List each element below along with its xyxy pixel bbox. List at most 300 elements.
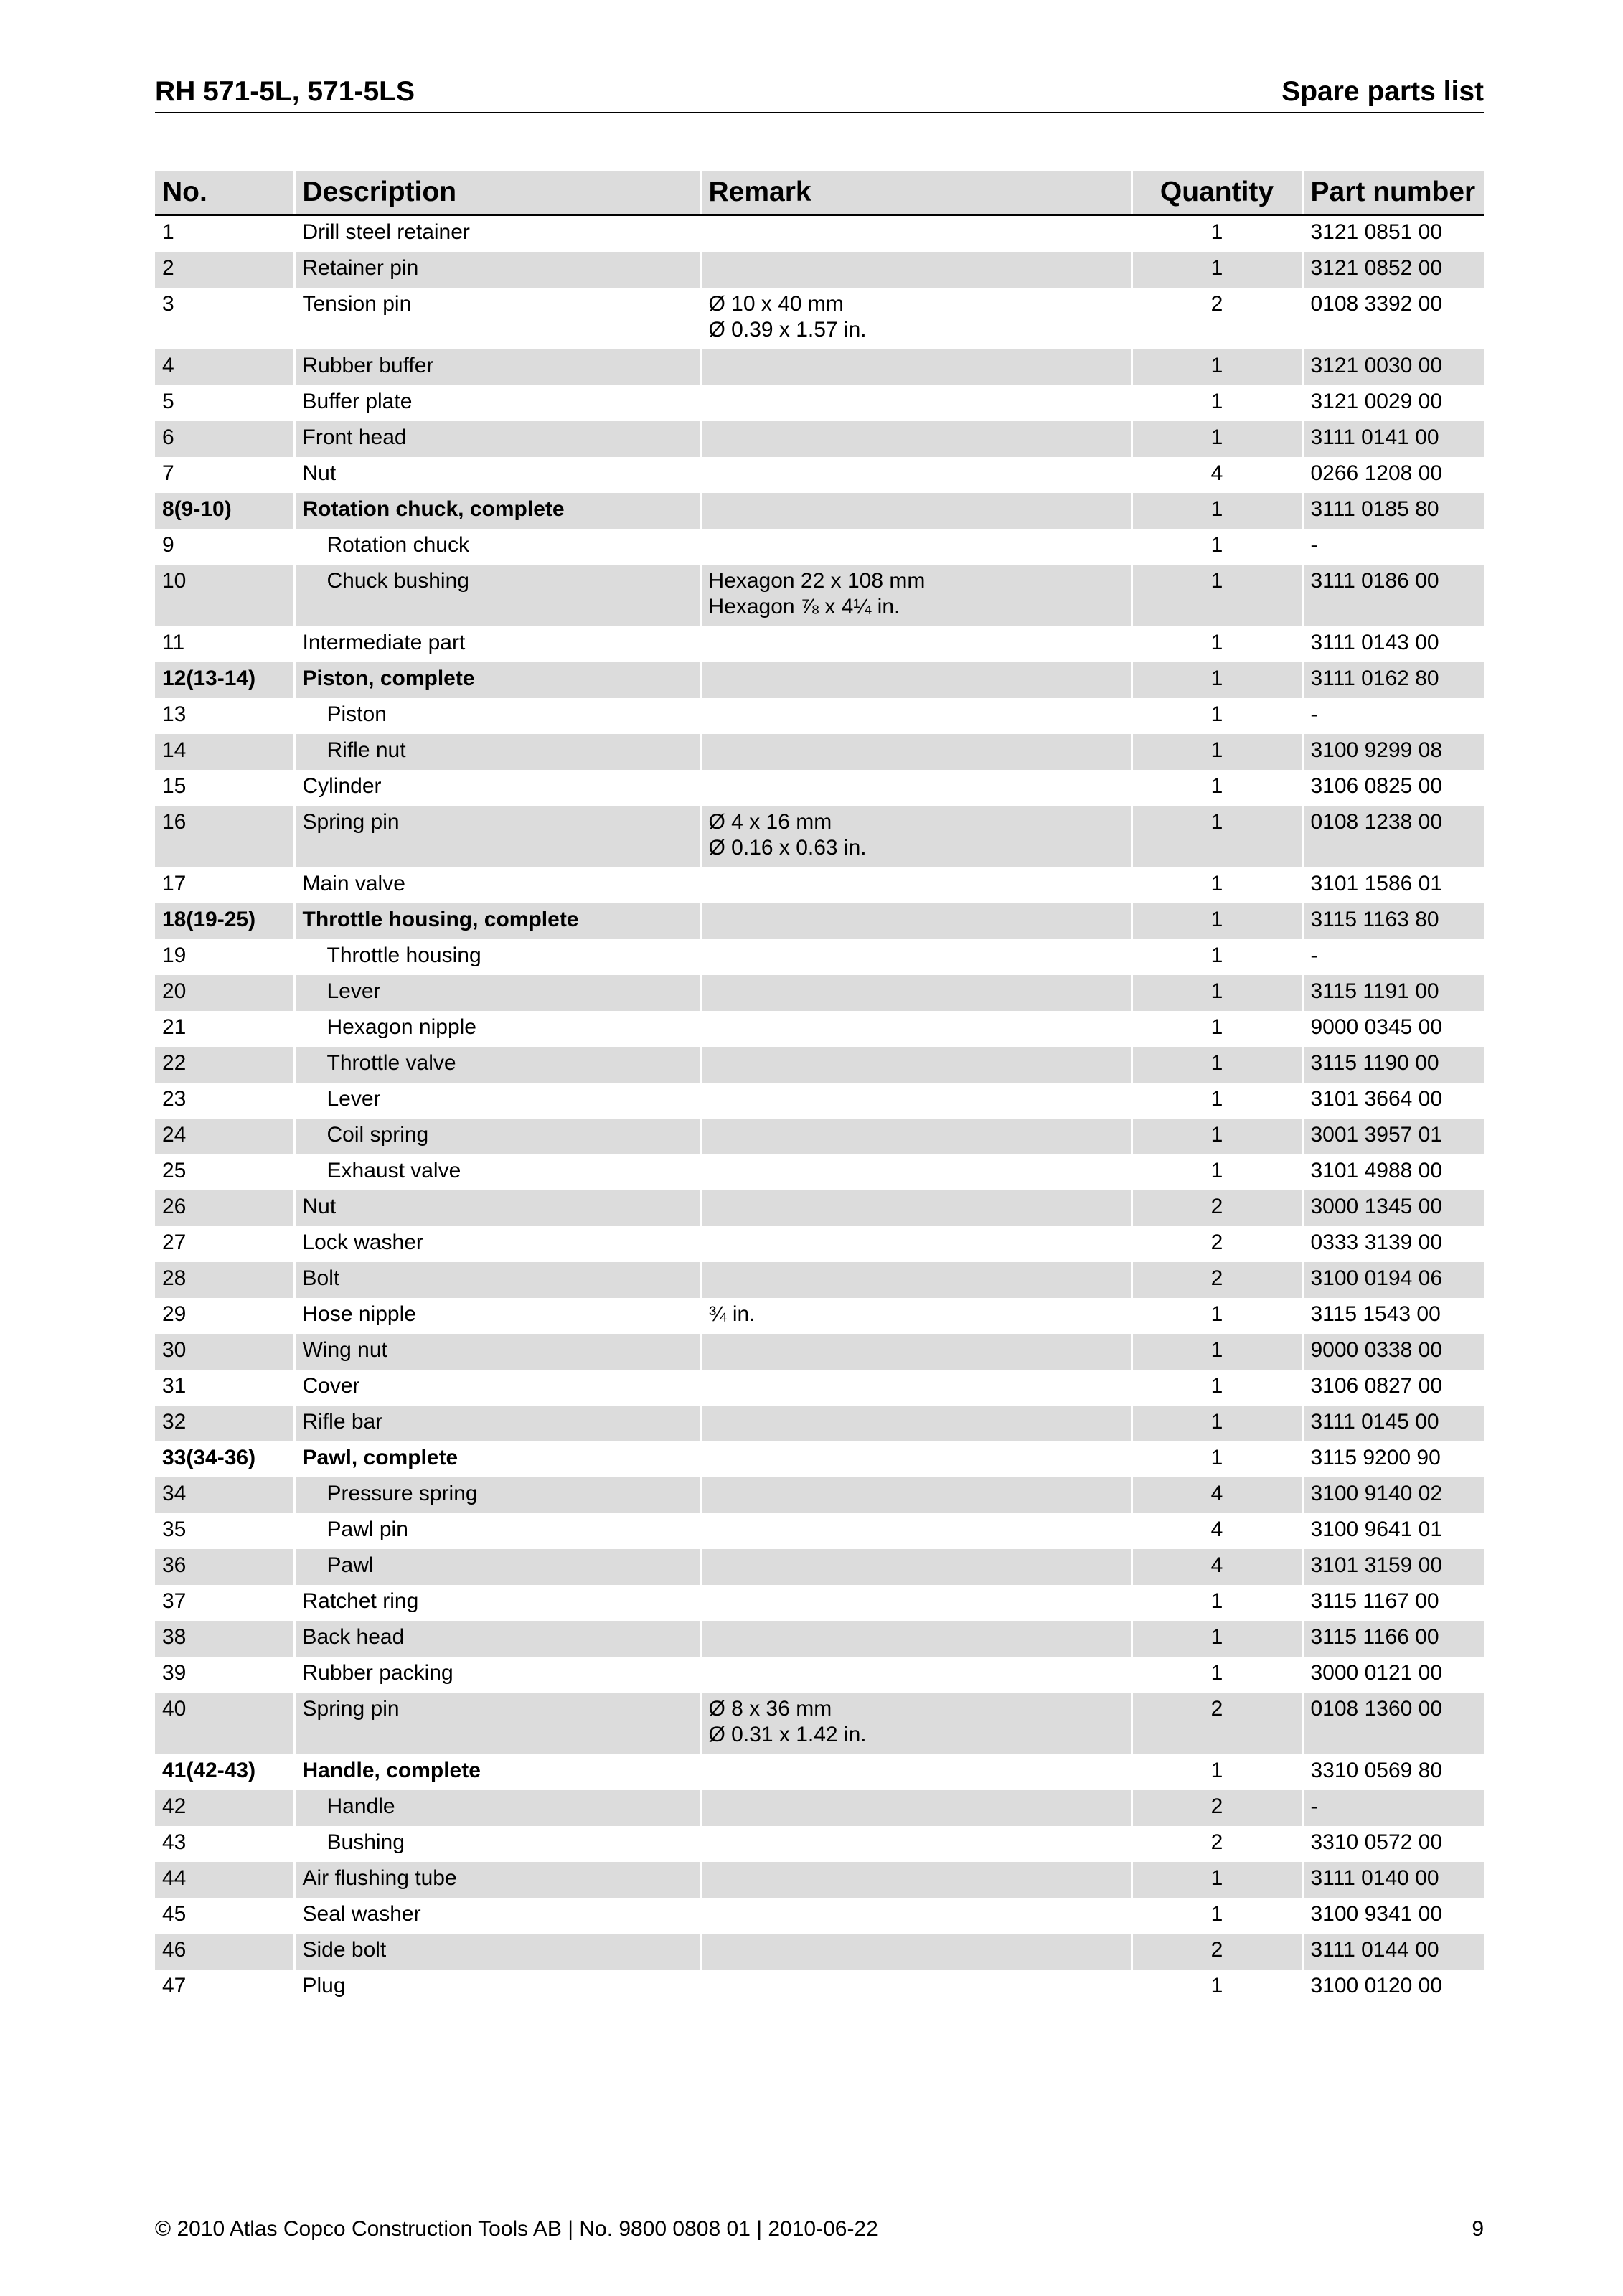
item-quantity: 1 <box>1132 493 1302 529</box>
item-part-number: 3121 0851 00 <box>1310 220 1443 244</box>
table-row <box>155 349 1484 385</box>
item-quantity: 4 <box>1132 1549 1302 1585</box>
item-part-number: 3111 0140 00 <box>1302 1862 1484 1898</box>
item-part-number: 3111 0144 00 <box>1302 1934 1484 1970</box>
item-remark <box>700 770 1132 806</box>
table-row <box>155 1754 1484 1790</box>
item-quantity: 1 <box>1132 734 1302 770</box>
item-remark <box>700 1934 1132 1970</box>
table-row <box>155 903 1484 939</box>
table-row <box>155 734 1484 770</box>
item-description: Ratchet ring <box>294 1585 700 1621</box>
item-remark <box>700 349 1132 385</box>
item-part-number: 3100 0194 06 <box>1302 1262 1484 1298</box>
item-quantity: 4 <box>1132 457 1302 493</box>
item-part-number: 3111 0141 00 <box>1302 421 1484 457</box>
item-remark <box>700 1790 1132 1826</box>
table-row <box>155 1790 1484 1826</box>
item-remark <box>700 529 1132 565</box>
item-description: Intermediate part <box>294 626 700 662</box>
item-quantity: 1 <box>1132 1047 1302 1083</box>
item-number: 46 <box>155 1934 294 1970</box>
item-remark <box>700 1083 1132 1119</box>
item-remark <box>700 565 1132 626</box>
section-title: Spare parts list <box>1281 76 1484 107</box>
item-remark <box>700 662 1132 698</box>
item-part-number: 9000 0345 00 <box>1310 1015 1443 1039</box>
table-row <box>155 939 1484 975</box>
table-row <box>155 1585 1484 1621</box>
item-remark <box>700 1657 1132 1693</box>
item-description: Chuck bushing <box>294 565 700 626</box>
item-quantity: 2 <box>1132 1190 1302 1226</box>
item-part-number: 3100 9341 00 <box>1310 1902 1443 1926</box>
item-description: Seal washer <box>294 1898 700 1934</box>
item-remark <box>700 734 1132 770</box>
item-description: Side bolt <box>294 1934 700 1970</box>
item-number: 25 <box>155 1154 294 1190</box>
item-description: Drill steel retainer <box>294 215 700 253</box>
item-description: Back head <box>294 1621 700 1657</box>
item-part-number: 3101 4988 00 <box>1310 1159 1443 1182</box>
table-row <box>155 1298 1484 1334</box>
item-description: Exhaust valve <box>294 1154 700 1190</box>
item-quantity: 1 <box>1132 903 1302 939</box>
table-row <box>155 1370 1484 1406</box>
item-part-number: 0333 3139 00 <box>1310 1231 1443 1254</box>
item-number: 5 <box>155 385 294 421</box>
table-row <box>155 1047 1484 1083</box>
item-description: Buffer plate <box>294 385 700 421</box>
spare-parts-table <box>155 171 1484 2005</box>
table-row <box>155 662 1484 698</box>
item-remark <box>700 939 1132 975</box>
item-description: Piston, complete <box>294 662 700 698</box>
item-number: 18(19-25) <box>155 903 294 939</box>
item-description: Coil spring <box>294 1119 700 1154</box>
item-number: 8(9-10) <box>155 493 294 529</box>
item-remark <box>700 493 1132 529</box>
item-remark <box>700 1047 1132 1083</box>
table-row <box>155 1898 1484 1934</box>
table-row <box>155 385 1484 421</box>
item-part-number: 3310 0572 00 <box>1310 1830 1443 1854</box>
item-description: Bolt <box>294 1262 700 1298</box>
item-remark <box>700 1826 1132 1862</box>
item-number: 45 <box>155 1898 294 1934</box>
item-part-number: - <box>1302 1790 1484 1826</box>
item-description: Main valve <box>294 867 700 903</box>
item-remark <box>700 252 1132 288</box>
item-description: Rifle bar <box>294 1406 700 1441</box>
item-quantity: 1 <box>1132 1154 1302 1190</box>
item-number: 43 <box>155 1826 294 1862</box>
item-number: 21 <box>155 1011 294 1047</box>
item-remark <box>700 1406 1132 1441</box>
item-number: 3 <box>155 288 294 349</box>
item-part-number: 3111 0185 80 <box>1302 493 1484 529</box>
table-body <box>155 215 1484 2006</box>
item-number: 26 <box>155 1190 294 1226</box>
item-quantity: 2 <box>1132 1934 1302 1970</box>
page-number: 9 <box>1472 2217 1484 2241</box>
item-part-number: 3115 1166 00 <box>1302 1621 1484 1657</box>
item-part-number: 3100 9641 01 <box>1310 1518 1443 1541</box>
remark-line: Ø 0.31 x 1.42 in. <box>708 1723 867 1746</box>
item-quantity: 1 <box>1132 1298 1302 1334</box>
item-quantity: 1 <box>1132 1119 1302 1154</box>
item-part-number: 3111 0162 80 <box>1302 662 1484 698</box>
item-number: 2 <box>155 252 294 288</box>
item-number: 22 <box>155 1047 294 1083</box>
item-quantity: 1 <box>1132 770 1302 806</box>
item-number: 9 <box>155 529 294 565</box>
item-quantity: 1 <box>1132 1370 1302 1406</box>
item-quantity: 2 <box>1132 1790 1302 1826</box>
item-quantity: 1 <box>1132 1334 1302 1370</box>
item-quantity: 1 <box>1132 529 1302 565</box>
item-description: Nut <box>294 457 700 493</box>
item-quantity: 1 <box>1132 867 1302 903</box>
item-remark <box>700 1970 1132 2005</box>
item-quantity: 1 <box>1132 1083 1302 1119</box>
item-quantity: 2 <box>1132 1693 1302 1754</box>
item-remark <box>700 867 1132 903</box>
column-header-remark: Remark <box>700 171 1132 215</box>
column-header-description: Description <box>294 171 700 215</box>
table-row <box>155 1693 1484 1754</box>
item-remark <box>700 1190 1132 1226</box>
table-row <box>155 1657 1484 1693</box>
item-number: 40 <box>155 1693 294 1754</box>
remark-line: Ø 0.16 x 0.63 in. <box>708 836 867 860</box>
item-remark <box>700 1262 1132 1298</box>
item-quantity: 1 <box>1132 1011 1302 1047</box>
item-number: 14 <box>155 734 294 770</box>
item-number: 44 <box>155 1862 294 1898</box>
item-part-number: 3100 0120 00 <box>1310 1974 1443 1998</box>
table-row <box>155 975 1484 1011</box>
item-remark <box>700 1226 1132 1262</box>
item-remark <box>700 421 1132 457</box>
item-number: 4 <box>155 349 294 385</box>
item-number: 1 <box>155 215 294 253</box>
item-description: Bushing <box>294 1826 700 1862</box>
item-quantity: 1 <box>1132 1862 1302 1898</box>
item-part-number: 3100 9299 08 <box>1302 734 1484 770</box>
item-description: Pressure spring <box>294 1477 700 1513</box>
item-part-number: 9000 0338 00 <box>1302 1334 1484 1370</box>
item-description: Hose nipple <box>294 1298 700 1334</box>
item-part-number: 0108 1238 00 <box>1302 806 1484 867</box>
table-row <box>155 1119 1484 1154</box>
document-model-title: RH 571-5L, 571-5LS <box>155 76 415 107</box>
item-remark <box>700 1585 1132 1621</box>
table-row <box>155 493 1484 529</box>
item-remark <box>700 1754 1132 1790</box>
item-description: Lock washer <box>294 1226 700 1262</box>
copyright-text: © 2010 Atlas Copco Construction Tools AB | No. 9800 0808 01 | 2010-06-22 <box>155 2217 878 2241</box>
item-number: 39 <box>155 1657 294 1693</box>
table-row <box>155 1083 1484 1119</box>
item-number: 31 <box>155 1370 294 1406</box>
item-part-number: 3111 0143 00 <box>1310 631 1439 654</box>
item-quantity: 1 <box>1132 1970 1302 2005</box>
item-number: 16 <box>155 806 294 867</box>
item-part-number: 3121 0852 00 <box>1302 252 1484 288</box>
item-part-number: - <box>1310 533 1318 557</box>
table-row <box>155 1262 1484 1298</box>
item-number: 29 <box>155 1298 294 1334</box>
item-quantity: 1 <box>1132 1898 1302 1934</box>
remark-line: Ø 0.39 x 1.57 in. <box>708 318 867 342</box>
item-description: Retainer pin <box>294 252 700 288</box>
item-quantity: 2 <box>1132 1826 1302 1862</box>
table-row <box>155 770 1484 806</box>
remark-line: Ø 4 x 16 mm <box>708 810 832 834</box>
table-row <box>155 1154 1484 1190</box>
page-footer <box>155 2215 1484 2244</box>
item-number: 33(34-36) <box>155 1441 294 1477</box>
item-description: Air flushing tube <box>294 1862 700 1898</box>
item-number: 17 <box>155 867 294 903</box>
item-quantity: 1 <box>1132 806 1302 867</box>
item-part-number: 3000 1345 00 <box>1302 1190 1484 1226</box>
item-number: 42 <box>155 1790 294 1826</box>
table-row <box>155 1826 1484 1862</box>
item-part-number: 0266 1208 00 <box>1310 461 1443 485</box>
item-part-number: 3115 1167 00 <box>1310 1589 1439 1613</box>
item-remark <box>700 698 1132 734</box>
item-quantity: 1 <box>1132 421 1302 457</box>
item-quantity: 1 <box>1132 1657 1302 1693</box>
item-number: 37 <box>155 1585 294 1621</box>
item-part-number: 3106 0827 00 <box>1310 1374 1443 1398</box>
item-remark <box>700 457 1132 493</box>
item-part-number: 3111 0186 00 <box>1302 565 1484 626</box>
remark-line: ¾ in. <box>708 1302 756 1326</box>
item-description: Handle <box>294 1790 700 1826</box>
item-part-number: 3106 0825 00 <box>1310 774 1443 798</box>
item-description: Throttle housing <box>294 939 700 975</box>
item-remark <box>700 1119 1132 1154</box>
item-number: 20 <box>155 975 294 1011</box>
item-part-number: 3115 1190 00 <box>1302 1047 1484 1083</box>
item-part-number: 3000 0121 00 <box>1310 1661 1443 1685</box>
item-part-number: 3121 0030 00 <box>1302 349 1484 385</box>
item-description: Rifle nut <box>294 734 700 770</box>
remark-line: Ø 8 x 36 mm <box>708 1697 832 1721</box>
item-quantity: 4 <box>1132 1477 1302 1513</box>
item-quantity: 1 <box>1132 215 1302 253</box>
item-quantity: 2 <box>1132 288 1302 349</box>
item-part-number: - <box>1310 702 1318 726</box>
table-row <box>155 421 1484 457</box>
item-part-number: 3101 3159 00 <box>1302 1549 1484 1585</box>
item-description: Plug <box>294 1970 700 2005</box>
item-part-number: 0108 1360 00 <box>1302 1693 1484 1754</box>
item-description: Wing nut <box>294 1334 700 1370</box>
item-number: 27 <box>155 1226 294 1262</box>
item-part-number: 3115 9200 90 <box>1310 1446 1441 1469</box>
table-row <box>155 1621 1484 1657</box>
item-description: Rotation chuck, complete <box>294 493 700 529</box>
table-row <box>155 1970 1484 2005</box>
item-quantity: 4 <box>1132 1513 1302 1549</box>
item-quantity: 1 <box>1132 1441 1302 1477</box>
table-row <box>155 1862 1484 1898</box>
table-row <box>155 1334 1484 1370</box>
item-part-number: 3115 1543 00 <box>1310 1302 1441 1326</box>
item-number: 6 <box>155 421 294 457</box>
item-number: 35 <box>155 1513 294 1549</box>
item-description: Rotation chuck <box>294 529 700 565</box>
item-description: Rubber packing <box>294 1657 700 1693</box>
table-row <box>155 1477 1484 1513</box>
column-header-no: No. <box>155 171 294 215</box>
table-header-row <box>155 171 1484 215</box>
table-row <box>155 457 1484 493</box>
item-part-number: 3101 3664 00 <box>1310 1087 1443 1111</box>
item-description: Nut <box>294 1190 700 1226</box>
item-remark <box>700 215 1132 253</box>
item-description: Cover <box>294 1370 700 1406</box>
item-remark <box>700 1334 1132 1370</box>
item-part-number: 3115 1163 80 <box>1302 903 1484 939</box>
table-row <box>155 252 1484 288</box>
table-row <box>155 1011 1484 1047</box>
table-row <box>155 1406 1484 1441</box>
item-part-number: - <box>1310 944 1318 967</box>
item-description: Hexagon nipple <box>294 1011 700 1047</box>
item-number: 19 <box>155 939 294 975</box>
item-description: Handle, complete <box>294 1754 700 1790</box>
item-part-number: 3101 1586 01 <box>1310 872 1443 895</box>
item-number: 11 <box>155 626 294 662</box>
item-description: Pawl <box>294 1549 700 1585</box>
item-quantity: 1 <box>1132 698 1302 734</box>
item-remark <box>700 626 1132 662</box>
item-quantity: 1 <box>1132 1406 1302 1441</box>
item-number: 24 <box>155 1119 294 1154</box>
table-row <box>155 1934 1484 1970</box>
item-quantity: 1 <box>1132 662 1302 698</box>
item-description: Throttle housing, complete <box>294 903 700 939</box>
item-part-number: 0108 3392 00 <box>1310 292 1443 316</box>
item-quantity: 1 <box>1132 349 1302 385</box>
remark-line: Hexagon 22 x 108 mm <box>708 569 926 593</box>
item-remark <box>700 385 1132 421</box>
item-remark <box>700 1862 1132 1898</box>
table-row <box>155 1549 1484 1585</box>
remark-line: Ø 10 x 40 mm <box>708 292 844 316</box>
item-quantity: 1 <box>1132 1621 1302 1657</box>
table-row <box>155 565 1484 626</box>
item-part-number: 3310 0569 80 <box>1310 1759 1443 1782</box>
item-quantity: 1 <box>1132 975 1302 1011</box>
column-header-part-number: Part number <box>1302 171 1484 215</box>
table-row <box>155 288 1484 349</box>
item-description: Lever <box>294 1083 700 1119</box>
table-row <box>155 1226 1484 1262</box>
item-description: Front head <box>294 421 700 457</box>
item-part-number: 3115 1191 00 <box>1302 975 1484 1011</box>
item-number: 32 <box>155 1406 294 1441</box>
item-remark <box>700 1549 1132 1585</box>
item-quantity: 1 <box>1132 1585 1302 1621</box>
item-description: Cylinder <box>294 770 700 806</box>
table-row <box>155 529 1484 565</box>
item-remark <box>700 806 1132 867</box>
column-header-quantity: Quantity <box>1132 171 1302 215</box>
item-remark <box>700 1370 1132 1406</box>
item-description: Pawl pin <box>294 1513 700 1549</box>
item-number: 13 <box>155 698 294 734</box>
item-quantity: 1 <box>1132 1754 1302 1790</box>
item-number: 7 <box>155 457 294 493</box>
item-remark <box>700 1898 1132 1934</box>
table-row <box>155 1441 1484 1477</box>
item-part-number: 3100 9140 02 <box>1302 1477 1484 1513</box>
item-number: 41(42-43) <box>155 1754 294 1790</box>
item-quantity: 1 <box>1132 626 1302 662</box>
item-remark <box>700 975 1132 1011</box>
table-row <box>155 1513 1484 1549</box>
item-remark <box>700 1298 1132 1334</box>
item-number: 47 <box>155 1970 294 2005</box>
item-quantity: 2 <box>1132 1262 1302 1298</box>
item-number: 10 <box>155 565 294 626</box>
item-number: 23 <box>155 1083 294 1119</box>
item-remark <box>700 1441 1132 1477</box>
item-remark <box>700 1621 1132 1657</box>
item-description: Pawl, complete <box>294 1441 700 1477</box>
item-remark <box>700 1693 1132 1754</box>
remark-line: Hexagon ⅞ x 4¼ in. <box>708 595 900 618</box>
table-row <box>155 806 1484 867</box>
item-description: Spring pin <box>294 806 700 867</box>
item-description: Spring pin <box>294 1693 700 1754</box>
item-number: 28 <box>155 1262 294 1298</box>
item-quantity: 1 <box>1132 939 1302 975</box>
table-row <box>155 215 1484 253</box>
item-remark <box>700 1011 1132 1047</box>
table-row <box>155 867 1484 903</box>
item-number: 30 <box>155 1334 294 1370</box>
item-quantity: 1 <box>1132 252 1302 288</box>
item-number: 34 <box>155 1477 294 1513</box>
table-row <box>155 698 1484 734</box>
item-part-number: 3111 0145 00 <box>1302 1406 1484 1441</box>
item-description: Throttle valve <box>294 1047 700 1083</box>
item-remark <box>700 903 1132 939</box>
page-header <box>155 74 1484 113</box>
item-part-number: 3121 0029 00 <box>1310 390 1443 413</box>
item-quantity: 1 <box>1132 565 1302 626</box>
item-number: 38 <box>155 1621 294 1657</box>
item-number: 12(13-14) <box>155 662 294 698</box>
item-quantity: 2 <box>1132 1226 1302 1262</box>
table-row <box>155 626 1484 662</box>
table-row <box>155 1190 1484 1226</box>
item-description: Piston <box>294 698 700 734</box>
item-remark <box>700 1154 1132 1190</box>
item-part-number: 3001 3957 01 <box>1302 1119 1484 1154</box>
item-description: Rubber buffer <box>294 349 700 385</box>
item-remark <box>700 1477 1132 1513</box>
item-number: 36 <box>155 1549 294 1585</box>
item-description: Tension pin <box>294 288 700 349</box>
